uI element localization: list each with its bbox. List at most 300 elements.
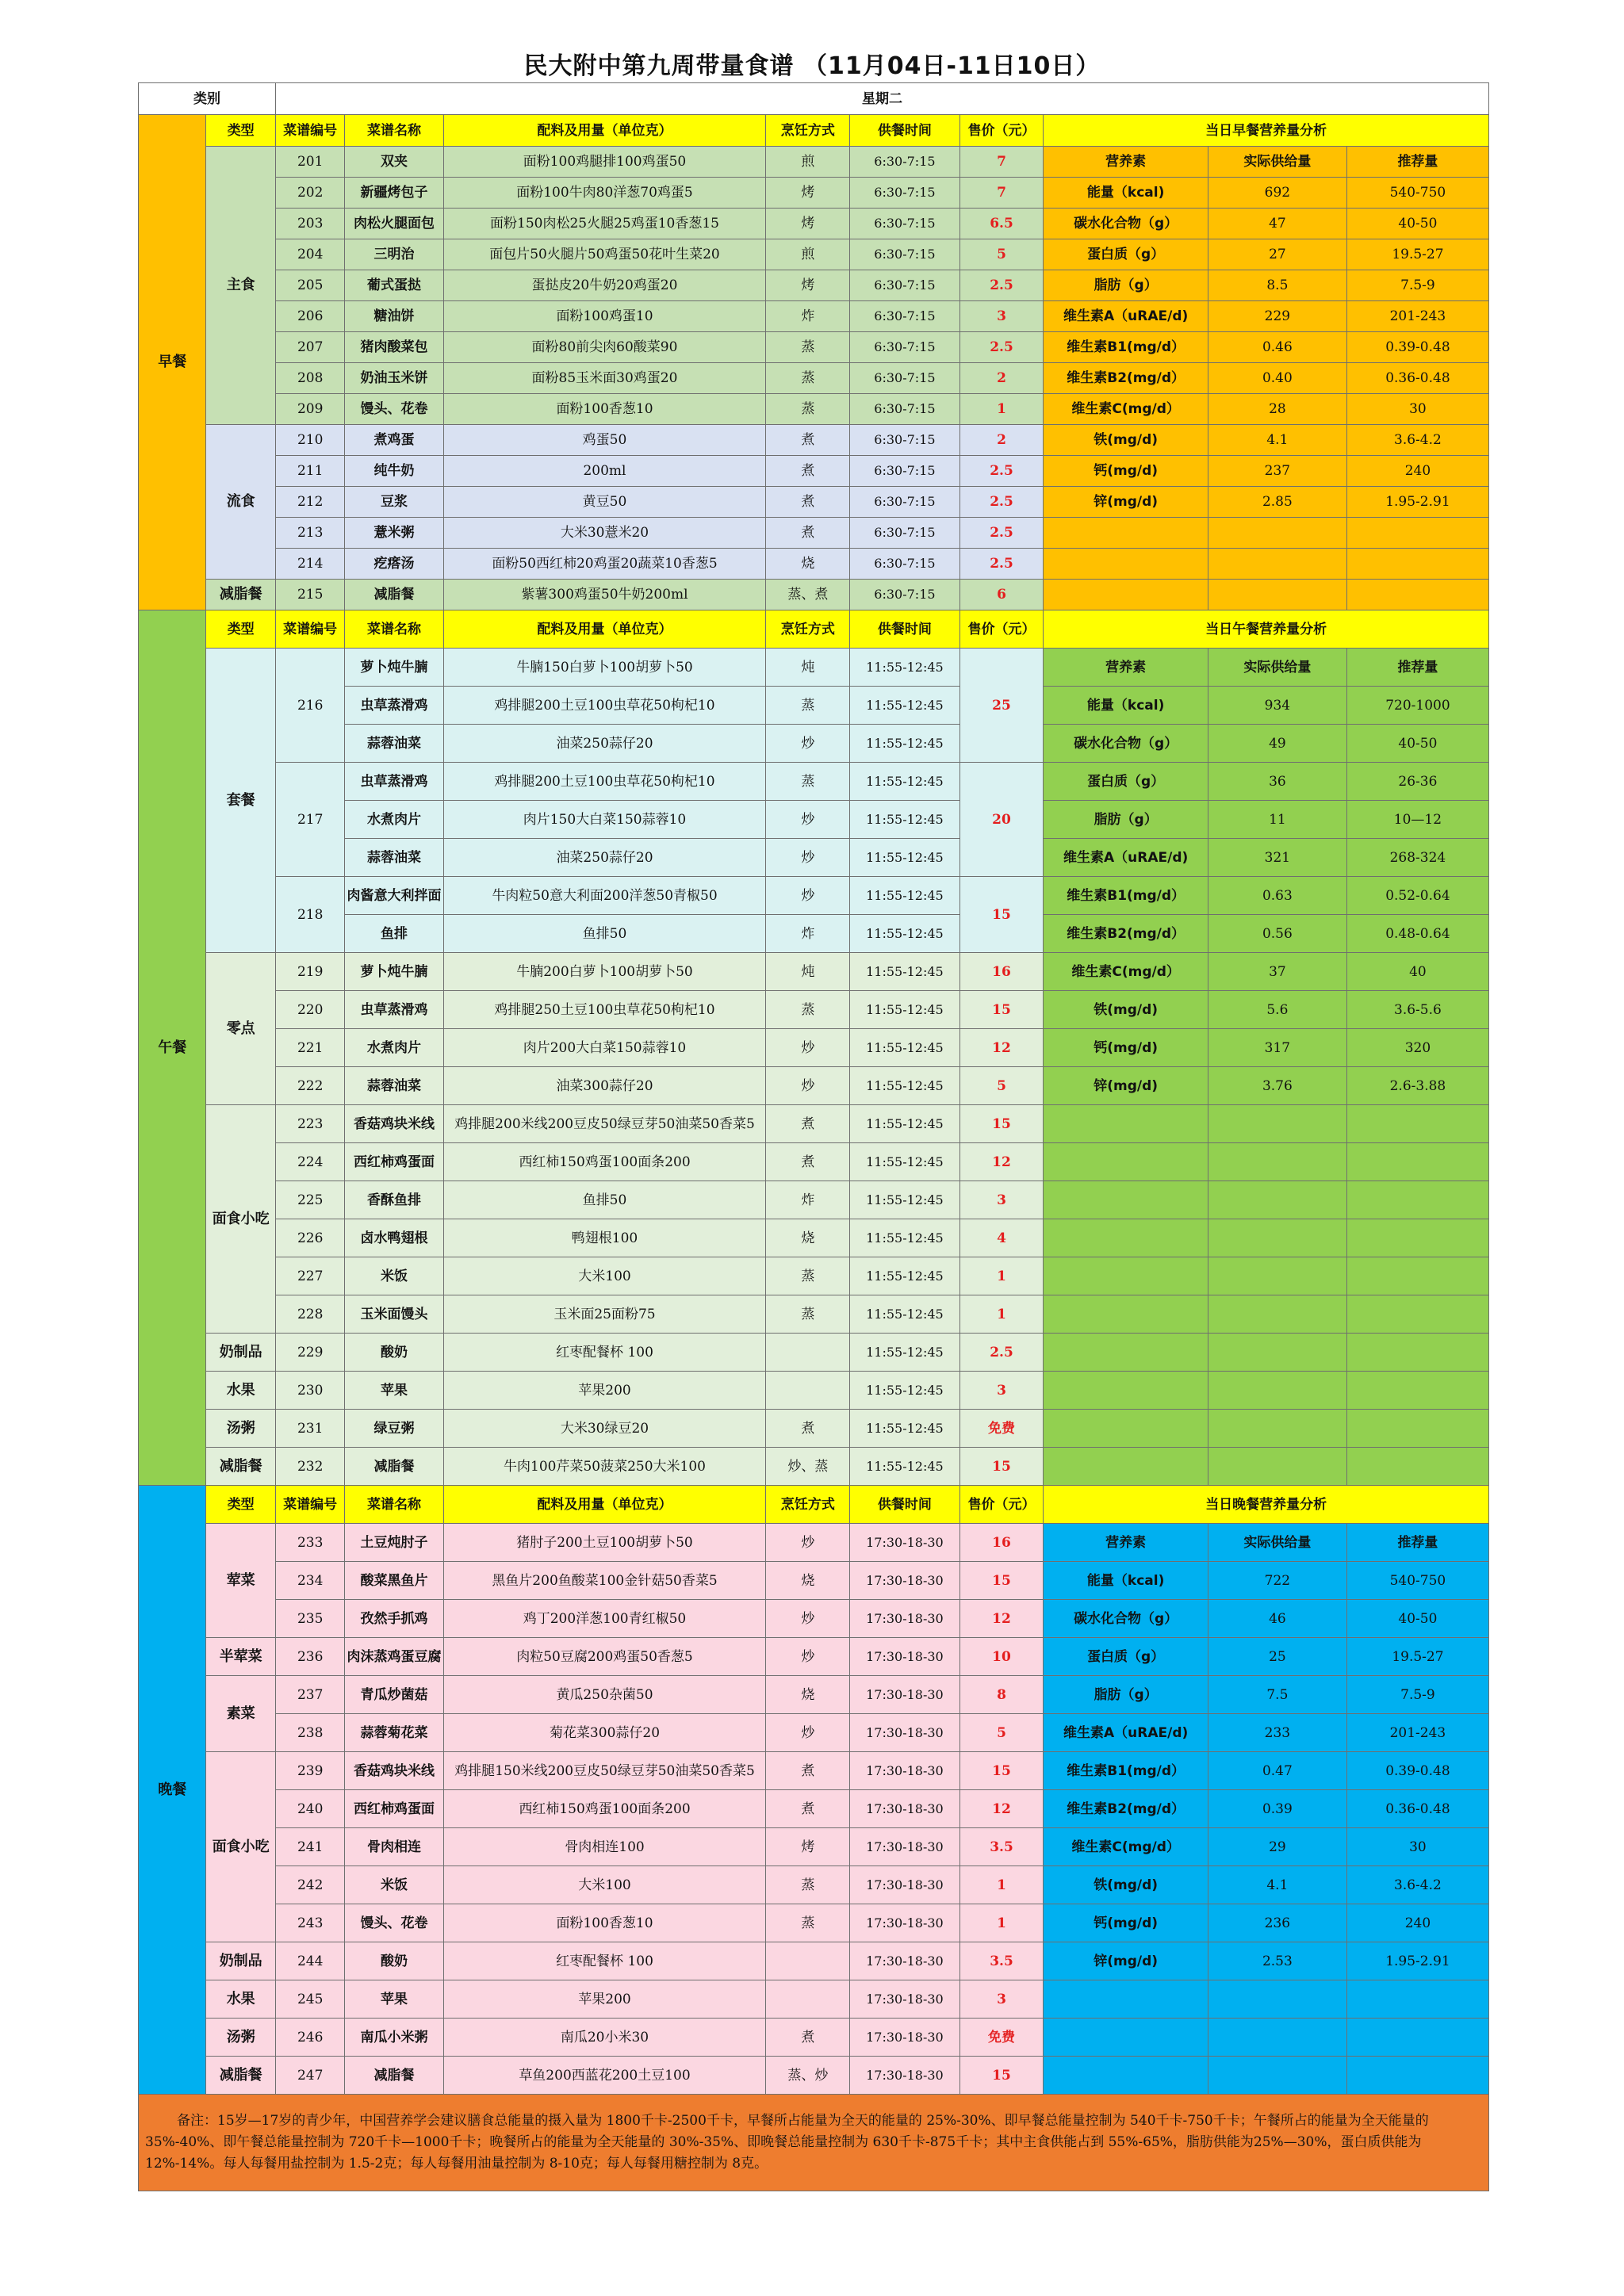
dish-code: 208	[275, 363, 344, 394]
dish-ingredients: 200ml	[443, 456, 766, 487]
nutrient-name: 铁(mg/d)	[1044, 425, 1208, 456]
dish-code: 202	[275, 178, 344, 209]
dish-name: 水煮肉片	[345, 1029, 443, 1067]
dish-method: 炒	[766, 1714, 850, 1752]
dish-time: 17:30-18-30	[850, 1980, 959, 2019]
dish-time: 11:55-12:45	[850, 1334, 959, 1372]
dish-price: 15	[959, 2057, 1044, 2095]
dish-code: 226	[275, 1219, 344, 1257]
dish-type: 荤菜	[206, 1524, 275, 1638]
dish-ingredients: 黄瓜250杂菌50	[443, 1676, 766, 1714]
dish-price: 3	[959, 301, 1044, 332]
dish-ingredients: 草鱼200西蓝花200土豆100	[443, 2057, 766, 2095]
dish-time: 17:30-18-30	[850, 1790, 959, 1828]
footnote-text: 备注：15岁—17岁的青少年，中国营养学会建议膳食总能量的摄入量为 1800千卡-2500千卡，早餐所占能量为全天的能量的 25%-30%、即早餐总能量控制为 540千卡-750千卡；午餐所占的能量为全天能量的35%-40%、即午餐总能量控制为 720千卡—1000千卡；晚餐所占的能量为全天能量的 30%-35%、即晚餐总能量控制为 630千卡-875千卡；其中主食供能占到 55%-65%，脂肪供能为25%—30%，蛋白质供能为12%-14%。每人每餐用盐控制为 1.5-2克；每人每餐用油量控制为 8-10克；每人每餐用糖控制为 8克。	[145, 2113, 1429, 2172]
dish-code: 219	[275, 953, 344, 991]
dish-ingredients: 鸡排腿200米线200豆皮50绿豆芽50油菜50香菜5	[443, 1105, 766, 1143]
dish-ingredients: 面粉80前尖肉60酸菜90	[443, 332, 766, 363]
dish-code: 223	[275, 1105, 344, 1143]
table-row	[139, 1334, 1489, 1372]
dish-method: 煮	[766, 1410, 850, 1448]
dish-method: 烧	[766, 549, 850, 580]
dish-name: 孜然手抓鸡	[345, 1600, 443, 1638]
dish-ingredients: 鱼排50	[443, 1181, 766, 1219]
dish-name: 减脂餐	[345, 2057, 443, 2095]
dish-method: 炒	[766, 1524, 850, 1562]
dish-price: 25	[959, 649, 1044, 763]
nutrient-recommended: 201-243	[1346, 1714, 1488, 1752]
dish-time: 17:30-18-30	[850, 1904, 959, 1942]
dish-price: 免费	[959, 1410, 1044, 1448]
dish-name: 鱼排	[345, 915, 443, 953]
dish-ingredients: 牛肉粒50意大利面200洋葱50青椒50	[443, 877, 766, 915]
nutrient-empty	[1044, 1295, 1208, 1334]
table-row	[139, 487, 1489, 518]
dish-code: 243	[275, 1904, 344, 1942]
dish-time: 11:55-12:45	[850, 877, 959, 915]
dish-code: 231	[275, 1410, 344, 1448]
dish-ingredients: 面粉100鸡腿排100鸡蛋50	[443, 147, 766, 178]
dish-method: 烤	[766, 209, 850, 239]
dish-name: 香酥鱼排	[345, 1181, 443, 1219]
dish-ingredients: 大米30薏米20	[443, 518, 766, 549]
dish-method: 炒、蒸	[766, 1448, 850, 1486]
table-row	[139, 1524, 1489, 1562]
dish-name: 米饭	[345, 1866, 443, 1904]
dish-code: 206	[275, 301, 344, 332]
dish-name: 土豆炖肘子	[345, 1524, 443, 1562]
dish-name: 蒜蓉菊花菜	[345, 1714, 443, 1752]
dish-code: 212	[275, 487, 344, 518]
meal-label-lunch: 午餐	[139, 610, 206, 1486]
nutrient-actual: 2.53	[1208, 1942, 1346, 1980]
dish-code: 235	[275, 1600, 344, 1638]
nutrient-recommended: 40-50	[1346, 1600, 1488, 1638]
table-row	[139, 610, 1489, 649]
dish-ingredients: 鸡排腿200土豆100虫草花50枸杞10	[443, 687, 766, 725]
dish-ingredients: 面粉100香葱10	[443, 1904, 766, 1942]
dish-time: 11:55-12:45	[850, 915, 959, 953]
table-row	[139, 1714, 1489, 1752]
dish-ingredients: 肉片200大白菜150蒜蓉10	[443, 1029, 766, 1067]
dish-name: 酸菜黑鱼片	[345, 1562, 443, 1600]
dish-time: 11:55-12:45	[850, 839, 959, 877]
dish-type: 汤粥	[206, 2019, 275, 2057]
nutrient-empty	[1346, 1980, 1488, 2019]
dish-code: 227	[275, 1257, 344, 1295]
dish-ingredients: 黄豆50	[443, 487, 766, 518]
nutrient-recommended: 0.39-0.48	[1346, 332, 1488, 363]
nutrient-empty	[1208, 1143, 1346, 1181]
nutrient-empty	[1346, 1295, 1488, 1334]
dish-name: 豆浆	[345, 487, 443, 518]
nutrient-recommended: 3.6-4.2	[1346, 1866, 1488, 1904]
table-row	[139, 332, 1489, 363]
dish-ingredients: 面粉85玉米面30鸡蛋20	[443, 363, 766, 394]
dish-method: 蒸	[766, 763, 850, 801]
nutrient-name: 维生素C(mg/d）	[1044, 394, 1208, 425]
nutrient-actual: 237	[1208, 456, 1346, 487]
dish-ingredients: 骨肉相连100	[443, 1828, 766, 1866]
col-header-name: 菜谱名称	[345, 115, 443, 147]
dish-time: 6:30-7:15	[850, 270, 959, 301]
dish-code: 228	[275, 1295, 344, 1334]
dish-name: 新疆烤包子	[345, 178, 443, 209]
dish-method: 煮	[766, 1143, 850, 1181]
footnote	[139, 2095, 1489, 2191]
analysis-title: 当日午餐营养量分析	[1044, 610, 1489, 649]
table-row	[139, 2019, 1489, 2057]
nutrient-actual: 692	[1208, 178, 1346, 209]
dish-price: 12	[959, 1790, 1044, 1828]
dish-name: 奶油玉米饼	[345, 363, 443, 394]
col-header-ingredients: 配料及用量（单位克）	[443, 115, 766, 147]
dish-name: 猪肉酸菜包	[345, 332, 443, 363]
dish-code: 218	[275, 877, 344, 953]
dish-ingredients: 鸡排腿150米线200豆皮50绿豆芽50油菜50香菜5	[443, 1752, 766, 1790]
dish-method: 炖	[766, 953, 850, 991]
nutrient-empty	[1044, 518, 1208, 549]
nutrient-name: 维生素A（uRAE/d)	[1044, 839, 1208, 877]
nutrient-empty	[1044, 549, 1208, 580]
nutrient-recommended: 540-750	[1346, 178, 1488, 209]
nutrient-empty	[1208, 1257, 1346, 1295]
table-row	[139, 1448, 1489, 1486]
dish-name: 蒜蓉油菜	[345, 725, 443, 763]
dish-method	[766, 1980, 850, 2019]
dish-type: 奶制品	[206, 1942, 275, 1980]
dish-method: 蒸、炒	[766, 2057, 850, 2095]
dish-method: 炒	[766, 1067, 850, 1105]
dish-time: 17:30-18-30	[850, 1828, 959, 1866]
dish-ingredients: 面粉50西红柿20鸡蛋20蔬菜10香葱5	[443, 549, 766, 580]
dish-ingredients: 面粉100鸡蛋10	[443, 301, 766, 332]
dish-ingredients: 面包片50火腿片50鸡蛋50花叶生菜20	[443, 239, 766, 270]
meal-label-breakfast: 早餐	[139, 115, 206, 610]
dish-method: 煮	[766, 425, 850, 456]
dish-method: 烧	[766, 1562, 850, 1600]
nutrient-empty	[1044, 1448, 1208, 1486]
dish-method: 炒	[766, 725, 850, 763]
nutrient-empty	[1044, 1219, 1208, 1257]
dish-code: 207	[275, 332, 344, 363]
nutrient-recommended: 7.5-9	[1346, 270, 1488, 301]
nutrient-actual: 317	[1208, 1029, 1346, 1067]
dish-time: 6:30-7:15	[850, 301, 959, 332]
dish-code: 211	[275, 456, 344, 487]
day-header: 星期二	[275, 83, 1488, 115]
dish-ingredients: 油菜300蒜仔20	[443, 1067, 766, 1105]
dish-type: 素菜	[206, 1676, 275, 1752]
col-header-name: 菜谱名称	[345, 1486, 443, 1524]
dish-time: 6:30-7:15	[850, 209, 959, 239]
dish-method: 煮	[766, 1752, 850, 1790]
dish-method: 蒸	[766, 363, 850, 394]
col-header-ingredients: 配料及用量（单位克）	[443, 1486, 766, 1524]
nutrient-name: 铁(mg/d)	[1044, 991, 1208, 1029]
nutrient-empty	[1044, 2057, 1208, 2095]
dish-ingredients: 苹果200	[443, 1372, 766, 1410]
dish-method: 炒	[766, 1029, 850, 1067]
dish-code: 217	[275, 763, 344, 877]
nutrient-recommended: 201-243	[1346, 301, 1488, 332]
dish-time: 11:55-12:45	[850, 1219, 959, 1257]
nutrient-empty	[1346, 1372, 1488, 1410]
dish-method: 煎	[766, 239, 850, 270]
menu-table	[138, 82, 1489, 2191]
dish-method: 煮	[766, 1105, 850, 1143]
nutrient-empty	[1346, 1334, 1488, 1372]
dish-price: 2.5	[959, 487, 1044, 518]
dish-code: 230	[275, 1372, 344, 1410]
nutrient-actual: 4.1	[1208, 425, 1346, 456]
nutrient-actual: 0.63	[1208, 877, 1346, 915]
nutrient-name: 钙(mg/d)	[1044, 1904, 1208, 1942]
dish-method: 烤	[766, 1828, 850, 1866]
dish-price: 5	[959, 1067, 1044, 1105]
nutrient-name: 脂肪（g）	[1044, 1676, 1208, 1714]
nutrient-name: 蛋白质（g）	[1044, 239, 1208, 270]
dish-code: 242	[275, 1866, 344, 1904]
nutrient-name: 碳水化合物（g）	[1044, 209, 1208, 239]
table-row	[139, 1181, 1489, 1219]
dish-ingredients: 鸡排腿250土豆100虫草花50枸杞10	[443, 991, 766, 1029]
dish-price: 1	[959, 1904, 1044, 1942]
dish-name: 减脂餐	[345, 580, 443, 610]
nutrient-name: 维生素B2(mg/d）	[1044, 363, 1208, 394]
col-header-type: 类型	[206, 115, 275, 147]
nutrient-actual: 0.40	[1208, 363, 1346, 394]
dish-type: 套餐	[206, 649, 275, 953]
table-row	[139, 1600, 1489, 1638]
nutrient-recommended: 30	[1346, 394, 1488, 425]
table-row	[139, 1942, 1489, 1980]
nutrient-actual: 实际供给量	[1208, 147, 1346, 178]
dish-price: 2.5	[959, 549, 1044, 580]
dish-name: 水煮肉片	[345, 801, 443, 839]
dish-method: 煮	[766, 487, 850, 518]
nutrient-name: 维生素B1(mg/d）	[1044, 1752, 1208, 1790]
col-header-code: 菜谱编号	[275, 115, 344, 147]
nutrient-recommended: 268-324	[1346, 839, 1488, 877]
meal-label-dinner: 晚餐	[139, 1486, 206, 2095]
nutrient-empty	[1208, 1295, 1346, 1334]
dish-type: 奶制品	[206, 1334, 275, 1372]
nutrient-name: 锌(mg/d)	[1044, 487, 1208, 518]
nutrient-name: 铁(mg/d)	[1044, 1866, 1208, 1904]
analysis-title: 当日晚餐营养量分析	[1044, 1486, 1489, 1524]
nutrient-empty	[1208, 580, 1346, 610]
dish-price: 3	[959, 1980, 1044, 2019]
nutrient-name: 能量（kcal)	[1044, 687, 1208, 725]
dish-code: 216	[275, 649, 344, 763]
dish-name: 蒜蓉油菜	[345, 839, 443, 877]
table-row	[139, 549, 1489, 580]
dish-method: 蒸	[766, 1295, 850, 1334]
nutrient-name: 蛋白质（g）	[1044, 763, 1208, 801]
nutrient-recommended: 540-750	[1346, 1562, 1488, 1600]
nutrient-recommended: 40-50	[1346, 725, 1488, 763]
nutrient-empty	[1346, 580, 1488, 610]
dish-name: 虫草蒸滑鸡	[345, 687, 443, 725]
nutrient-recommended: 1.95-2.91	[1346, 487, 1488, 518]
nutrient-empty	[1346, 1410, 1488, 1448]
dish-code: 209	[275, 394, 344, 425]
table-row	[139, 301, 1489, 332]
dish-name: 减脂餐	[345, 1448, 443, 1486]
nutrient-recommended: 19.5-27	[1346, 1638, 1488, 1676]
nutrient-recommended: 0.39-0.48	[1346, 1752, 1488, 1790]
dish-name: 西红柿鸡蛋面	[345, 1143, 443, 1181]
col-header-name: 菜谱名称	[345, 610, 443, 649]
dish-method: 炸	[766, 915, 850, 953]
table-row	[139, 147, 1489, 178]
table-row	[139, 425, 1489, 456]
nutrient-actual: 2.85	[1208, 487, 1346, 518]
dish-code: 247	[275, 2057, 344, 2095]
nutrient-empty	[1208, 2057, 1346, 2095]
dish-method: 炖	[766, 649, 850, 687]
dish-price: 6	[959, 580, 1044, 610]
nutrient-recommended: 26-36	[1346, 763, 1488, 801]
dish-method: 烧	[766, 1676, 850, 1714]
nutrient-recommended: 40-50	[1346, 209, 1488, 239]
dish-ingredients: 肉片150大白菜150蒜蓉10	[443, 801, 766, 839]
dish-code: 204	[275, 239, 344, 270]
nutrient-actual: 7.5	[1208, 1676, 1346, 1714]
nutrient-actual: 229	[1208, 301, 1346, 332]
nutrient-empty	[1346, 1105, 1488, 1143]
dish-name: 虫草蒸滑鸡	[345, 763, 443, 801]
table-row	[139, 363, 1489, 394]
dish-ingredients: 蛋挞皮20牛奶20鸡蛋20	[443, 270, 766, 301]
nutrient-name: 能量（kcal)	[1044, 1562, 1208, 1600]
dish-price: 2.5	[959, 456, 1044, 487]
nutrient-recommended: 320	[1346, 1029, 1488, 1067]
dish-price: 1	[959, 1866, 1044, 1904]
nutrient-empty	[1208, 2019, 1346, 2057]
dish-name: 三明治	[345, 239, 443, 270]
dish-method: 蒸、煮	[766, 580, 850, 610]
nutrient-name: 碳水化合物（g）	[1044, 1600, 1208, 1638]
dish-method: 蒸	[766, 332, 850, 363]
dish-name: 苹果	[345, 1980, 443, 2019]
dish-method: 蒸	[766, 394, 850, 425]
nutrient-recommended: 推荐量	[1346, 1524, 1488, 1562]
dish-ingredients: 肉粒50豆腐200鸡蛋50香葱5	[443, 1638, 766, 1676]
dish-price: 2.5	[959, 518, 1044, 549]
table-row	[139, 1562, 1489, 1600]
dish-method: 炒	[766, 839, 850, 877]
dish-code: 221	[275, 1029, 344, 1067]
dish-price: 12	[959, 1143, 1044, 1181]
dish-time: 17:30-18-30	[850, 2057, 959, 2095]
nutrient-name: 维生素B1(mg/d）	[1044, 877, 1208, 915]
dish-price: 2.5	[959, 1334, 1044, 1372]
analysis-title: 当日早餐营养量分析	[1044, 115, 1489, 147]
dish-time: 17:30-18-30	[850, 1714, 959, 1752]
dish-name: 米饭	[345, 1257, 443, 1295]
nutrient-empty	[1044, 580, 1208, 610]
nutrient-name: 蛋白质（g）	[1044, 1638, 1208, 1676]
dish-price: 2	[959, 363, 1044, 394]
nutrient-actual: 25	[1208, 1638, 1346, 1676]
dish-name: 疙瘩汤	[345, 549, 443, 580]
dish-method: 炸	[766, 1181, 850, 1219]
nutrient-name: 维生素C(mg/d）	[1044, 953, 1208, 991]
nutrient-empty	[1346, 1143, 1488, 1181]
dish-name: 煮鸡蛋	[345, 425, 443, 456]
dish-ingredients: 面粉100牛肉80洋葱70鸡蛋5	[443, 178, 766, 209]
dish-time: 11:55-12:45	[850, 1295, 959, 1334]
dish-code: 232	[275, 1448, 344, 1486]
dish-price: 7	[959, 178, 1044, 209]
nutrient-actual: 36	[1208, 763, 1346, 801]
nutrient-name: 维生素A（uRAE/d)	[1044, 301, 1208, 332]
nutrient-name: 维生素A（uRAE/d)	[1044, 1714, 1208, 1752]
dish-price: 10	[959, 1638, 1044, 1676]
nutrient-recommended: 19.5-27	[1346, 239, 1488, 270]
nutrient-actual: 49	[1208, 725, 1346, 763]
dish-code: 233	[275, 1524, 344, 1562]
dish-name: 双夹	[345, 147, 443, 178]
table-row	[139, 877, 1489, 915]
dish-ingredients: 油菜250蒜仔20	[443, 725, 766, 763]
nutrient-recommended: 3.6-5.6	[1346, 991, 1488, 1029]
nutrient-recommended: 30	[1346, 1828, 1488, 1866]
nutrient-empty	[1208, 1410, 1346, 1448]
nutrient-actual: 0.47	[1208, 1752, 1346, 1790]
nutrient-name: 锌(mg/d)	[1044, 1942, 1208, 1980]
dish-time: 11:55-12:45	[850, 1257, 959, 1295]
nutrient-actual: 0.46	[1208, 332, 1346, 363]
dish-method: 蒸	[766, 1904, 850, 1942]
dish-time: 17:30-18-30	[850, 1676, 959, 1714]
nutrient-empty	[1208, 1448, 1346, 1486]
dish-ingredients: 鸡蛋50	[443, 425, 766, 456]
table-row	[139, 1372, 1489, 1410]
dish-time: 6:30-7:15	[850, 363, 959, 394]
dish-time: 6:30-7:15	[850, 518, 959, 549]
nutrient-recommended: 推荐量	[1346, 649, 1488, 687]
dish-code: 201	[275, 147, 344, 178]
dish-name: 馒头、花卷	[345, 1904, 443, 1942]
dish-method: 煮	[766, 456, 850, 487]
category-header: 类别	[139, 83, 276, 115]
dish-time: 17:30-18-30	[850, 1638, 959, 1676]
dish-method	[766, 1942, 850, 1980]
page-title: 民大附中第九周带量食谱 （11月04日-11日10日）	[523, 52, 1101, 80]
nutrient-empty	[1208, 1980, 1346, 2019]
dish-type: 水果	[206, 1980, 275, 2019]
nutrient-empty	[1346, 1181, 1488, 1219]
nutrient-empty	[1208, 549, 1346, 580]
table-row	[139, 209, 1489, 239]
dish-type: 减脂餐	[206, 1448, 275, 1486]
nutrient-empty	[1208, 1334, 1346, 1372]
col-header-type: 类型	[206, 1486, 275, 1524]
dish-ingredients: 苹果200	[443, 1980, 766, 2019]
nutrient-actual: 5.6	[1208, 991, 1346, 1029]
dish-price: 15	[959, 1562, 1044, 1600]
dish-ingredients: 猪肘子200土豆100胡萝卜50	[443, 1524, 766, 1562]
table-row	[139, 1486, 1489, 1524]
dish-code: 225	[275, 1181, 344, 1219]
dish-time: 6:30-7:15	[850, 425, 959, 456]
dish-type: 水果	[206, 1372, 275, 1410]
nutrient-empty	[1208, 1219, 1346, 1257]
dish-price: 3.5	[959, 1942, 1044, 1980]
